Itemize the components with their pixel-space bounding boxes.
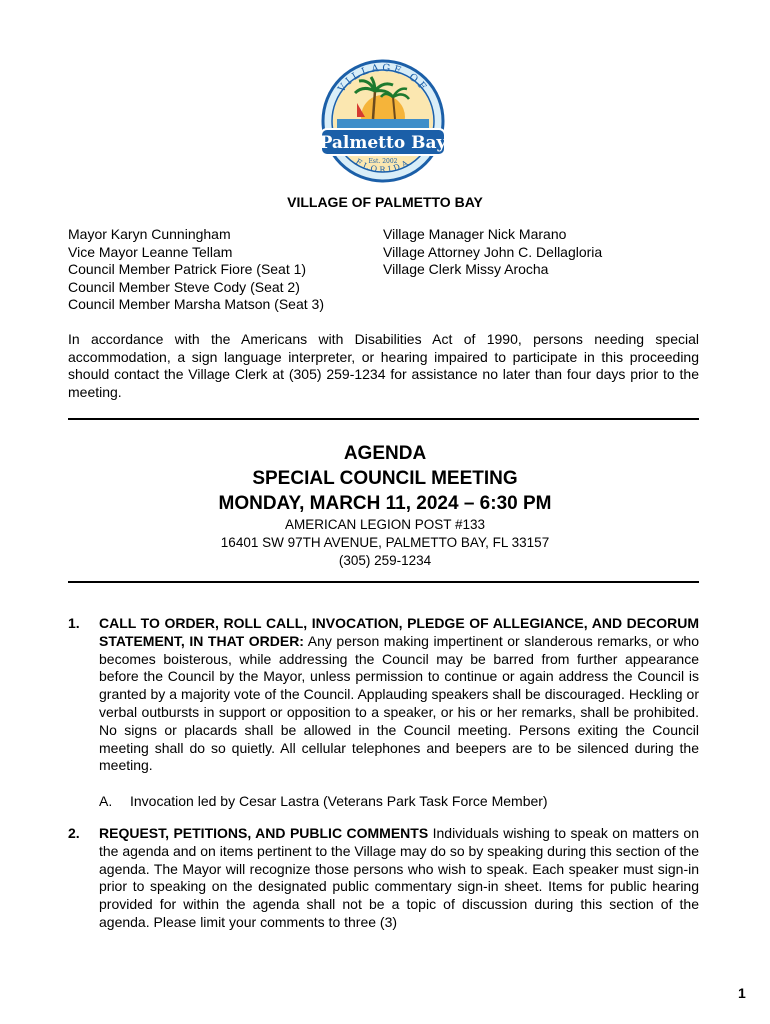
meeting-type: SPECIAL COUNCIL MEETING bbox=[252, 468, 518, 489]
divider-top bbox=[68, 418, 699, 420]
official-village-attorney: Village Attorney John C. Dellagloria bbox=[383, 243, 603, 260]
agenda-header bbox=[0, 441, 770, 570]
meeting-address: 16401 SW 97TH AVENUE, PALMETTO BAY, FL 33157 bbox=[220, 535, 550, 550]
agenda-item-heading: REQUEST, PETITIONS, AND PUBLIC COMMENTS bbox=[99, 825, 429, 841]
meeting-phone: (305) 259-1234 bbox=[338, 553, 432, 568]
official-mayor: Mayor Karyn Cunningham bbox=[68, 226, 231, 242]
officials-council-list bbox=[68, 226, 324, 314]
agenda-item-number: 2. bbox=[68, 825, 80, 841]
official-council-seat-1: Council Member Patrick Fiore (Seat 1) bbox=[68, 261, 307, 278]
agenda-title: AGENDA bbox=[343, 443, 427, 464]
official-vice-mayor: Vice Mayor Leanne Tellam bbox=[68, 243, 233, 260]
village-title: VILLAGE OF PALMETTO BAY bbox=[287, 194, 483, 210]
logo-banner-text: Palmetto Bay bbox=[319, 133, 447, 153]
agenda-item-text: Any person making impertinent or slanderous remarks, or who becomes boisterous, while addressing the Council may be barred from further appearance before the Council by the Mayor, unless permission to continue or again address the Council is granted by a majority vote of the Council. Applauding speakers shall be discouraged. Heckling or verbal outbursts in support or opposition to a speaker, or his or her remarks, shall be prohibited. No signs or placards shall be allowed in the Council meeting. Persons exiting the Council meeting shall do so quietly. All cellular telephones and beepers are to be silenced during the meeting. bbox=[99, 632, 699, 774]
village-seal-icon bbox=[313, 57, 453, 187]
village-seal-logo bbox=[313, 57, 453, 187]
logo-bottom-text: FLORIDA bbox=[353, 157, 413, 175]
subitem-letter: A. bbox=[99, 793, 113, 809]
meeting-date-time: MONDAY, MARCH 11, 2024 – 6:30 PM bbox=[218, 493, 552, 514]
ada-notice: In accordance with the Americans with Disabilities Act of 1990, persons needing special accommodation, a sign language interpreter, or hearing impaired to participate in this proceeding should contact the Village Clerk at (305) 259-1234 for assistance no later than four days prior to the meeting. bbox=[68, 331, 699, 400]
agenda-item-heading: CALL TO ORDER, ROLL CALL, INVOCATION, PLEDGE OF ALLEGIANCE, AND DECORUM STATEMENT, IN THAT ORDER: bbox=[99, 615, 699, 649]
logo-est-text: Est. 2002 bbox=[368, 158, 398, 165]
agenda-item-text: Individuals wishing to speak on matters on the agenda and on items pertinent to the Village may do so by speaking during this section of the agenda. The Mayor will recognize those persons who wish to speak. Each speaker must sign-in prior to speaking on the designated public commentary sign-in sheet. Items for public hearing provided for within the agenda shall not be a topic of discussion during this section of the agenda. Please limit your comments to three (3) bbox=[99, 825, 699, 930]
page-number: 1 bbox=[738, 985, 746, 1001]
agenda-item-2 bbox=[68, 825, 699, 932]
officials-staff-list bbox=[383, 226, 602, 279]
divider-bottom bbox=[68, 581, 699, 583]
logo-top-text: VILLAGE OF bbox=[336, 62, 430, 95]
agenda-item-number: 1. bbox=[68, 615, 80, 631]
agenda-item-1 bbox=[68, 615, 699, 775]
official-village-clerk: Village Clerk Missy Arocha bbox=[383, 261, 549, 278]
agenda-subitem-a bbox=[99, 792, 548, 810]
official-council-seat-3: Council Member Marsha Matson (Seat 3) bbox=[68, 296, 324, 313]
official-council-seat-2: Council Member Steve Cody (Seat 2) bbox=[68, 278, 300, 295]
meeting-location: AMERICAN LEGION POST #133 bbox=[284, 517, 486, 532]
subitem-text: Invocation led by Cesar Lastra (Veterans Park Task Force Member) bbox=[130, 793, 548, 809]
official-village-manager: Village Manager Nick Marano bbox=[383, 226, 567, 242]
